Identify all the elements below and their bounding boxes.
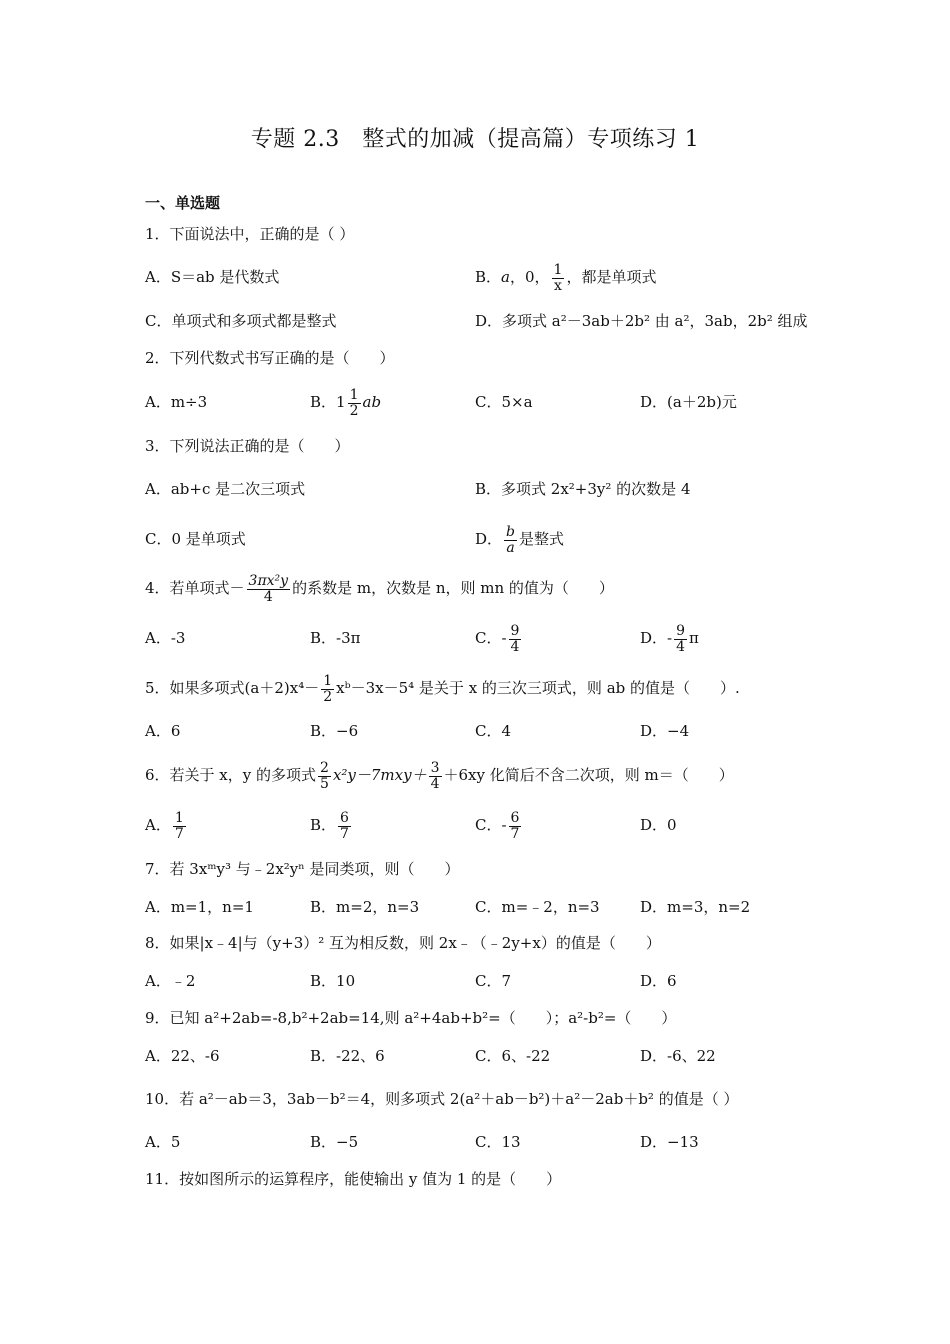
option-c-label: C．- xyxy=(475,629,507,647)
fraction xyxy=(338,811,351,841)
fraction-numerator: 2 xyxy=(320,759,329,776)
fraction-numerator: 3πx²y xyxy=(248,572,289,589)
question-8-option-d: D．6 xyxy=(640,972,677,990)
fraction-denominator: 2 xyxy=(323,688,333,705)
question-4-option-a: A．-3 xyxy=(145,629,186,647)
fraction-denominator: a xyxy=(506,539,515,556)
question-1-option-c: C．单项式和多项式都是整式 xyxy=(145,312,337,330)
option-d-label: D．- xyxy=(640,629,673,647)
fraction-denominator: 4 xyxy=(430,775,440,792)
option-b-mid: ，0， xyxy=(509,268,550,286)
question-5-option-d: D．−4 xyxy=(640,722,690,740)
fraction-denominator: 7 xyxy=(174,825,184,842)
fraction xyxy=(348,388,361,418)
question-4-stem xyxy=(145,573,614,603)
fraction xyxy=(321,674,334,704)
question-6-option-c xyxy=(475,810,523,840)
fraction-numerator: 6 xyxy=(510,809,520,826)
stem-post: xᵇ－3x－5⁴ 是关于 x 的三次三项式，则 ab 的值是（ ）. xyxy=(336,679,740,697)
question-6-option-d: D．0 xyxy=(640,816,677,834)
fraction-numerator: 1 xyxy=(349,386,359,403)
question-8-stem: 8．如果|x﹣4|与（y+3）² 互为相反数，则 2x﹣（﹣2y+x）的值是（ ） xyxy=(145,934,661,952)
question-10-option-b: B．−5 xyxy=(310,1133,359,1151)
fraction xyxy=(674,624,687,654)
option-d-post: π xyxy=(689,629,699,647)
option-d-label: D． xyxy=(475,530,503,548)
fraction-denominator: 5 xyxy=(320,775,329,792)
option-b-label: B． xyxy=(475,268,502,286)
fraction-numerator: 1 xyxy=(553,261,563,278)
fraction-denominator: 2 xyxy=(349,402,359,419)
question-4-option-b: B．-3π xyxy=(310,629,361,647)
fraction-numerator: 1 xyxy=(323,672,333,689)
stem-post: ＋6xy 化简后不含二次项，则 m＝（ ） xyxy=(443,766,734,784)
stem-pre: 5．如果多项式(a＋2)x⁴－ xyxy=(145,679,320,697)
question-2-option-b xyxy=(310,387,381,417)
fraction xyxy=(318,761,331,791)
question-8-option-c: C．7 xyxy=(475,972,512,990)
question-6-option-a xyxy=(145,810,188,840)
question-5-stem xyxy=(145,673,740,703)
question-9-option-c: C．6、-22 xyxy=(475,1047,551,1065)
question-1-option-b xyxy=(475,262,656,292)
fraction-numerator: 6 xyxy=(340,809,349,826)
fraction xyxy=(173,811,186,841)
question-10-option-a: A．5 xyxy=(145,1133,181,1151)
question-4-option-d xyxy=(640,623,699,653)
question-9-stem: 9．已知 a²+2ab=-8,b²+2ab=14,则 a²+4ab+b²=（ ）；a²-b²=（ ） xyxy=(145,1009,677,1027)
fraction-denominator: 7 xyxy=(510,825,520,842)
fraction xyxy=(509,811,522,841)
question-3-option-d xyxy=(475,524,564,554)
question-2-stem: 2．下列代数式书写正确的是（ ） xyxy=(145,349,395,367)
fraction xyxy=(247,574,291,604)
question-9-option-b: B．-22、6 xyxy=(310,1047,385,1065)
question-7-option-c: C．m=﹣2，n=3 xyxy=(475,898,600,916)
question-3-option-c: C．0 是单项式 xyxy=(145,530,246,548)
fraction xyxy=(552,263,565,293)
question-3-stem: 3．下列说法正确的是（ ） xyxy=(145,437,350,455)
option-a-label: A． xyxy=(145,816,171,834)
question-9-option-a: A．22、-6 xyxy=(145,1047,220,1065)
question-9-option-d: D．-6、22 xyxy=(640,1047,716,1065)
fraction-numerator: 1 xyxy=(174,809,184,826)
question-1-option-d: D．多项式 a²－3ab＋2b² 由 a²，3ab，2b² 组成 xyxy=(475,312,808,330)
question-3-option-a: A．ab+c 是二次三项式 xyxy=(145,480,306,498)
question-5-option-b: B．−6 xyxy=(310,722,359,740)
fraction-denominator: 4 xyxy=(676,638,686,655)
stem-pre: 4．若单项式－ xyxy=(145,579,245,597)
question-5-option-c: C．4 xyxy=(475,722,512,740)
stem-mid: x²y－7mxy＋ xyxy=(332,766,427,784)
fraction-numerator: 9 xyxy=(510,622,520,639)
question-11-stem: 11．按如图所示的运算程序，能使输出 y 值为 1 的是（ ） xyxy=(145,1170,562,1188)
section-heading: 一、单选题 xyxy=(145,194,221,212)
question-2-option-c: C．5×a xyxy=(475,393,533,411)
question-4-option-c xyxy=(475,623,523,653)
question-6-stem xyxy=(145,760,734,790)
question-5-option-a: A．6 xyxy=(145,722,181,740)
option-b-post: ，都是单项式 xyxy=(566,268,657,286)
option-b-label: B． xyxy=(310,816,337,834)
fraction-numerator: b xyxy=(506,523,515,540)
stem-pre: 6．若关于 x，y 的多项式 xyxy=(145,766,317,784)
fraction-denominator: 7 xyxy=(340,825,349,842)
question-1-stem: 1．下面说法中，正确的是（ ） xyxy=(145,225,355,243)
question-7-stem: 7．若 3xᵐy³ 与﹣2x²yⁿ 是同类项，则（ ） xyxy=(145,860,460,878)
question-8-option-b: B．10 xyxy=(310,972,356,990)
fraction-denominator: 4 xyxy=(510,638,520,655)
stem-post: 的系数是 m，次数是 n，则 mn 的值为（ ） xyxy=(292,579,614,597)
fraction-numerator: 9 xyxy=(676,622,686,639)
question-2-option-a: A．m÷3 xyxy=(145,393,208,411)
question-8-option-a: A．﹣2 xyxy=(145,972,196,990)
question-7-option-b: B．m=2，n=3 xyxy=(310,898,420,916)
option-b-var: a xyxy=(501,268,510,286)
question-1-option-a: A．S＝ab 是代数式 xyxy=(145,268,280,286)
fraction-numerator: 3 xyxy=(430,759,440,776)
fraction xyxy=(509,624,522,654)
question-6-option-b xyxy=(310,810,353,840)
option-b-post: ab xyxy=(362,393,382,411)
fraction xyxy=(429,761,442,791)
question-2-option-d: D．(a＋2b)元 xyxy=(640,393,737,411)
fraction-denominator: 4 xyxy=(263,588,273,605)
question-7-option-d: D．m=3，n=2 xyxy=(640,898,751,916)
question-10-option-d: D．−13 xyxy=(640,1133,699,1151)
question-10-stem: 10．若 a²－ab＝3，3ab－b²＝4，则多项式 2(a²＋ab－b²)＋a²－2ab＋b² 的值是（ ） xyxy=(145,1090,739,1108)
question-10-option-c: C．13 xyxy=(475,1133,521,1151)
fraction xyxy=(504,525,517,555)
option-c-label: C．- xyxy=(475,816,507,834)
option-d-post: 是整式 xyxy=(519,530,565,548)
option-b-label: B．1 xyxy=(310,393,346,411)
page-title: 专题 2.3 整式的加减（提高篇）专项练习 1 xyxy=(250,127,700,152)
fraction-denominator: x xyxy=(554,277,562,294)
question-3-option-b: B．多项式 2x²+3y² 的次数是 4 xyxy=(475,480,691,498)
question-7-option-a: A．m=1，n=1 xyxy=(145,898,254,916)
